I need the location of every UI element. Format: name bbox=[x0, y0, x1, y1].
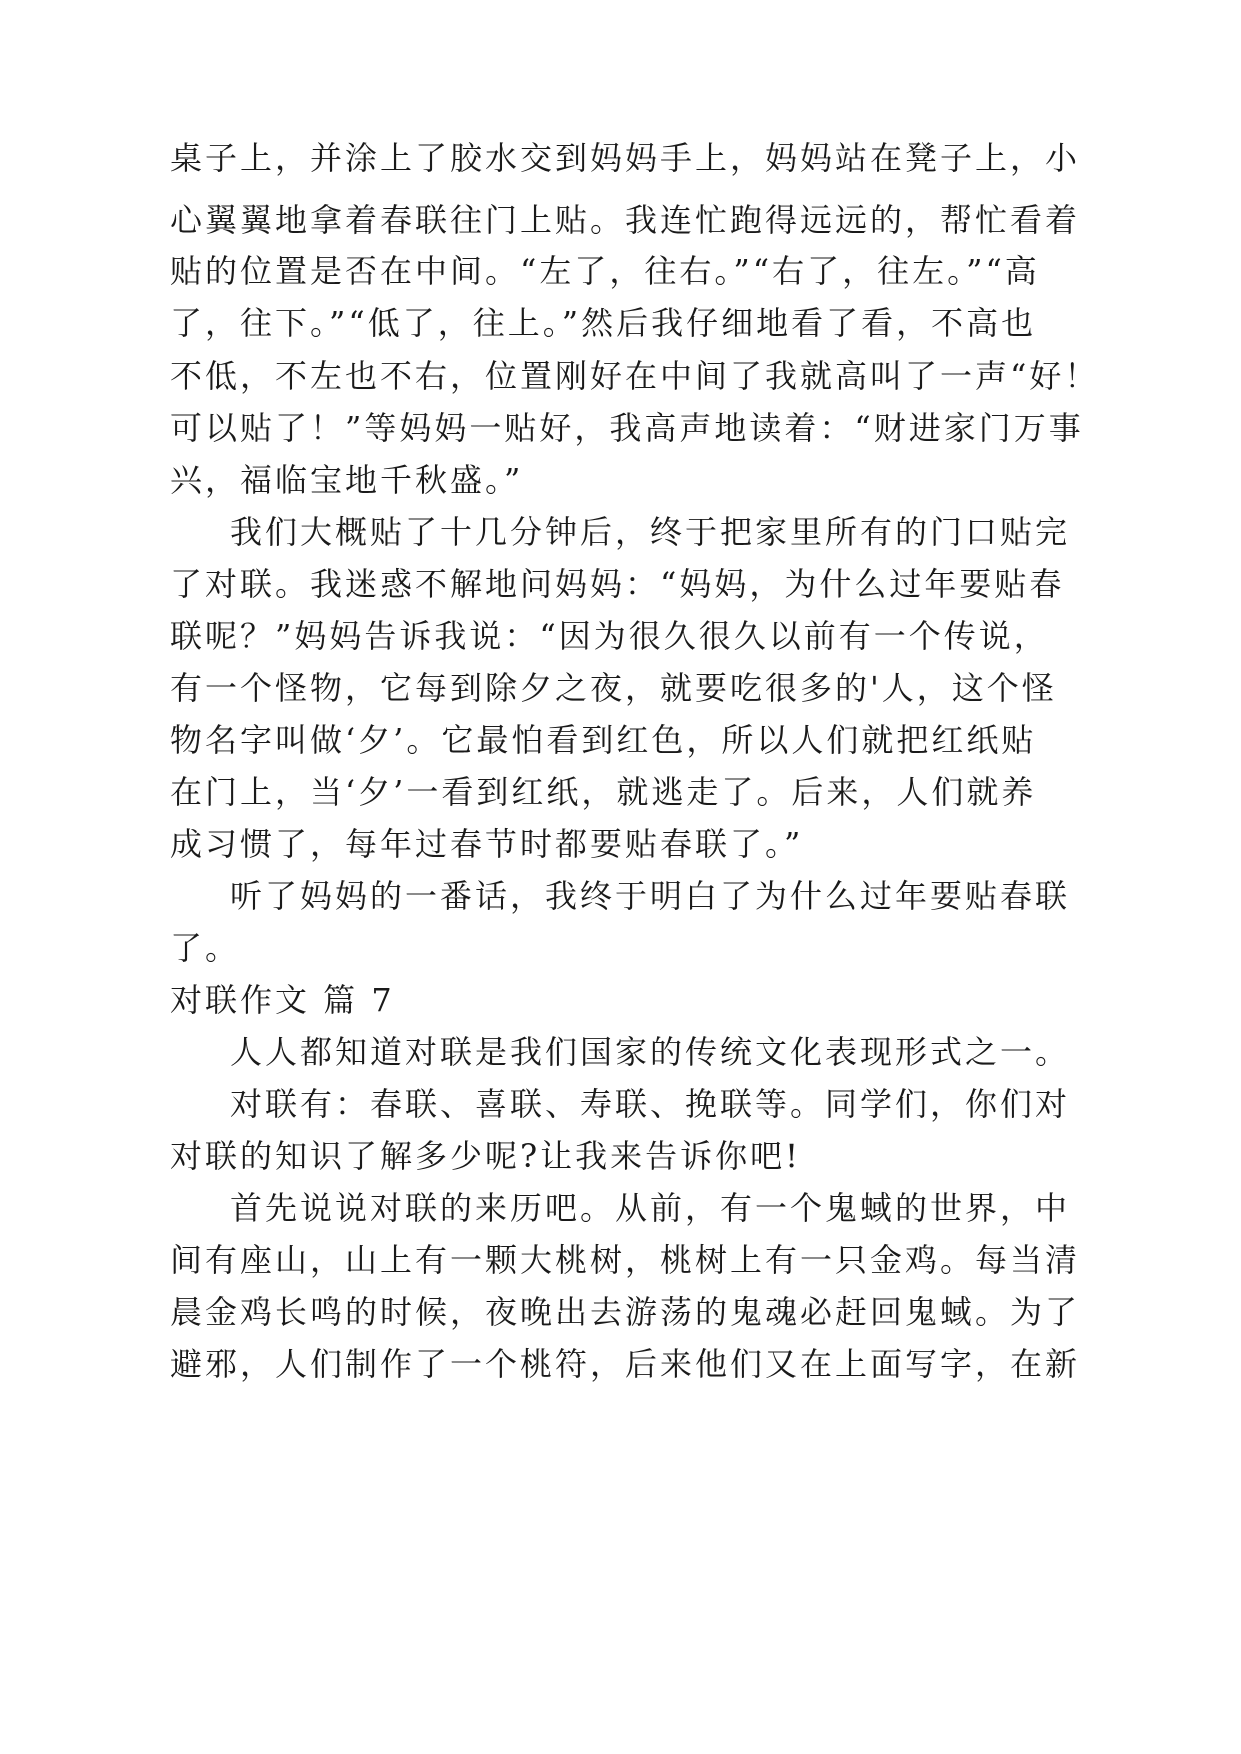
text-line: 心翼翼地拿着春联往门上贴。我连忙跑得远远的，帮忙看着 bbox=[170, 201, 1081, 239]
paragraph-first-line: 听了妈妈的一番话，我终于明白了为什么过年要贴春联 bbox=[230, 877, 1071, 915]
text-line: 物名字叫做‘夕’。它最怕看到红色，所以人们就把红纸贴 bbox=[170, 721, 1037, 759]
text-line: 了对联。我迷惑不解地问妈妈：“妈妈，为什么过年要贴春 bbox=[170, 565, 1065, 603]
text-line: 不低，不左也不右，位置刚好在中间了我就高叫了一声“好！ bbox=[170, 357, 1100, 395]
text-line: 避邪，人们制作了一个桃符，后来他们又在上面写字，在新 bbox=[170, 1345, 1081, 1383]
text-line: 了，往下。”“低了，往上。”然后我仔细地看了看，不高也 bbox=[170, 304, 1037, 342]
paragraph-first-line: 我们大概贴了十几分钟后，终于把家里所有的门口贴完 bbox=[230, 513, 1071, 551]
paragraph-first-line: 首先说说对联的来历吧。从前，有一个鬼蜮的世界，中 bbox=[230, 1189, 1071, 1227]
section-heading: 对联作文 篇 7 bbox=[170, 981, 395, 1019]
text-line: 对联的知识了解多少呢?让我来告诉你吧! bbox=[170, 1137, 802, 1175]
paragraph-first-line: 人人都知道对联是我们国家的传统文化表现形式之一。 bbox=[230, 1033, 1071, 1071]
text-line: 兴，福临宝地千秋盛。” bbox=[170, 461, 524, 499]
text-line: 了。 bbox=[170, 929, 241, 967]
text-line: 在门上，当‘夕’一看到红纸，就逃走了。后来，人们就养 bbox=[170, 773, 1037, 811]
text-line: 可以贴了！”等妈妈一贴好，我高声地读着：“财进家门万事 bbox=[170, 409, 1084, 447]
text-line: 晨金鸡长鸣的时候，夜晚出去游荡的鬼魂必赶回鬼蜮。为了 bbox=[170, 1293, 1081, 1331]
text-line: 有一个怪物，它每到除夕之夜，就要吃很多的'人，这个怪 bbox=[170, 669, 1057, 707]
paragraph-first-line: 对联有：春联、喜联、寿联、挽联等。同学们，你们对 bbox=[230, 1085, 1071, 1123]
text-line: 贴的位置是否在中间。“左了，往右。”“右了，往左。”“高 bbox=[170, 252, 1040, 290]
text-line: 联呢？”妈妈告诉我说：“因为很久很久以前有一个传说， bbox=[170, 617, 1049, 655]
text-line: 间有座山，山上有一颗大桃树，桃树上有一只金鸡。每当清 bbox=[170, 1241, 1081, 1279]
text-line: 成习惯了，每年过春节时都要贴春联了。” bbox=[170, 825, 804, 863]
text-line: 桌子上，并涂上了胶水交到妈妈手上，妈妈站在凳子上，小 bbox=[170, 139, 1081, 177]
